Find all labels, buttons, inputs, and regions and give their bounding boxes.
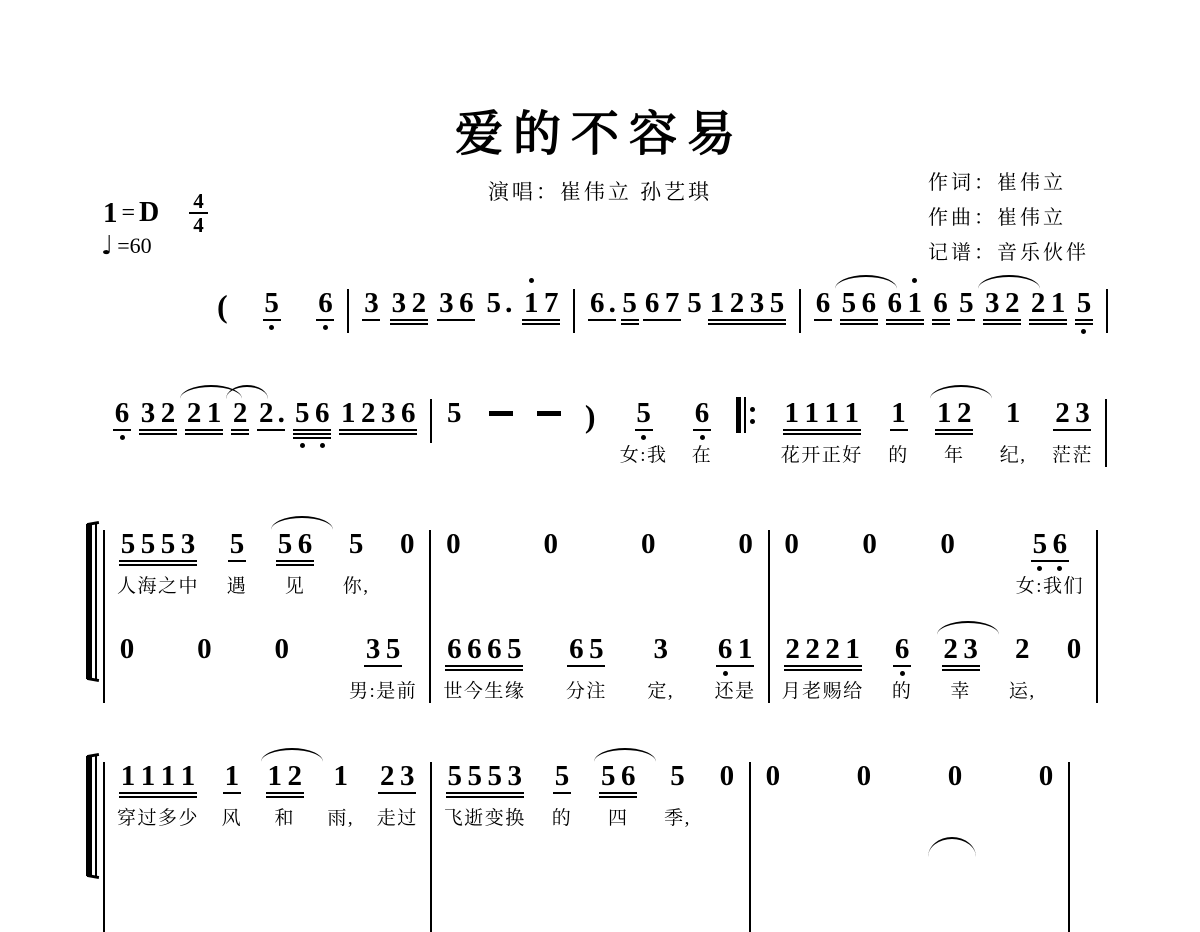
measure	[724, 399, 1107, 467]
performer-credit: 演唱：崔伟立 孙艺琪	[487, 180, 713, 204]
upper-voice-row	[105, 762, 430, 867]
lyric-text: 的	[891, 681, 913, 702]
note-group: 0	[947, 760, 963, 792]
octave-dot-row	[1074, 329, 1094, 334]
upper-voice-row	[432, 762, 749, 867]
key-equals: =	[121, 199, 136, 226]
measure	[205, 289, 349, 333]
lyric-text: 的	[888, 445, 909, 466]
measure	[349, 289, 575, 333]
measure	[770, 530, 1098, 703]
note-group: 0	[543, 528, 559, 560]
note-group: 0	[274, 633, 289, 665]
octave-dot-row	[112, 435, 132, 440]
note-group: 0	[862, 528, 877, 560]
system-intro-line-1	[205, 289, 1108, 333]
lyric-text: 你,	[342, 576, 370, 597]
lyric-text: 四	[607, 808, 629, 829]
note-group: 5	[959, 287, 974, 319]
note-group: 3 定,	[647, 633, 675, 702]
lyric-text: 和	[274, 808, 295, 829]
measure	[100, 399, 432, 443]
note-group: 0	[940, 528, 955, 560]
note-group: 5 遇	[226, 528, 248, 597]
note-group: 6	[112, 399, 132, 427]
composer-credit: 作曲：崔伟立	[928, 207, 1066, 229]
held-note-dash	[537, 399, 561, 416]
voice-row	[205, 289, 347, 331]
lyric-text: 风	[221, 808, 243, 829]
note-group: 6	[815, 287, 831, 319]
voice-row	[801, 289, 1106, 331]
upper-voice-row	[751, 762, 1068, 867]
note-group: 5 6 女:我们	[1015, 528, 1084, 597]
note-group: 3	[364, 287, 379, 319]
note-group: 1 雨,	[327, 760, 355, 829]
octave-dot-row	[1030, 566, 1070, 571]
note-group: 0	[719, 760, 735, 792]
note-group: 5 5 5 3 人海之中	[117, 528, 200, 597]
octave-dot-row	[892, 671, 912, 676]
measure	[801, 289, 1108, 333]
lyric-text: 幸	[950, 681, 971, 702]
note-group: 2 1	[184, 399, 224, 427]
note-group: 0	[856, 760, 872, 792]
note-group: 1 1 1 1 花开正好	[780, 397, 863, 466]
note-group: 6 1 还是	[714, 633, 756, 702]
slur-arc	[271, 516, 333, 530]
note-group: 2 .	[258, 397, 285, 429]
repeat-begin-sign	[736, 399, 755, 433]
note-group: 6	[931, 289, 951, 317]
system-start-barline	[95, 524, 97, 679]
note-group: 0	[738, 528, 753, 560]
page-title: 爱的不容易	[454, 108, 745, 161]
system-line-2	[100, 399, 1107, 467]
measure	[431, 530, 769, 703]
note-group: 1 1 1 1 穿过多少	[117, 760, 200, 829]
upper-voice-row	[770, 530, 1096, 635]
note-group: 6 的	[891, 633, 913, 702]
measure	[103, 530, 431, 703]
transcriber-credit: 记谱：音乐伙伴	[928, 242, 1089, 264]
slur-arc	[930, 385, 992, 399]
note-group: 5	[687, 287, 702, 319]
note-group: 5	[447, 397, 462, 429]
octave-dot-row	[262, 325, 282, 330]
measure	[103, 762, 432, 932]
note-group: 6 5 分注	[565, 633, 607, 702]
lower-voice-row	[105, 635, 429, 703]
note-group: 0	[640, 528, 656, 560]
voice-row	[100, 399, 430, 441]
octave-dot-row	[521, 278, 561, 283]
note-group: 6 6 6 5 世今生缘	[443, 633, 526, 702]
note-group: 5 .	[486, 287, 513, 319]
octave-dot-row	[885, 278, 925, 283]
time-signature-numerator: 4	[193, 189, 204, 213]
lyric-text: 走过	[376, 808, 418, 829]
measure	[575, 289, 801, 333]
quarter-note-icon: ♩	[101, 231, 114, 261]
lyric-text: 在	[691, 445, 713, 466]
note-group: 0	[119, 633, 135, 665]
lyric-text: 男:是前	[349, 681, 418, 702]
note-group: 5 你,	[342, 528, 370, 597]
parenthesis-symbol: )	[584, 398, 596, 434]
lyric-text: 遇	[226, 576, 248, 597]
lyricist-credit: 作词：崔伟立	[928, 172, 1066, 194]
note-group: 2 1	[1028, 289, 1068, 317]
note-group: 1 2 和	[265, 762, 305, 830]
note-group: 3 6	[439, 287, 474, 319]
note-group: 5 6	[839, 289, 879, 317]
voice-row	[432, 399, 724, 467]
system-duet-2	[103, 762, 1070, 932]
lyric-text: 茫茫	[1051, 445, 1093, 466]
note-group: 0	[784, 528, 799, 560]
lyric-text: 的	[551, 808, 573, 829]
note-group: 1 2 年	[934, 399, 974, 467]
note-group: 1 纪,	[999, 397, 1027, 466]
note-group: 2	[230, 399, 250, 427]
tempo-value: =60	[117, 233, 152, 258]
slur-arc	[261, 748, 323, 762]
note-group: 2 运,	[1008, 633, 1036, 702]
note-group: 6	[315, 289, 335, 317]
note-group: 0	[197, 633, 212, 665]
note-group: 3 2	[982, 289, 1022, 317]
lyric-text: 年	[943, 445, 965, 466]
note-group: 2 3 幸	[941, 635, 981, 703]
lyric-text: 飞逝变换	[443, 808, 526, 829]
lyric-text: 运,	[1008, 681, 1036, 702]
note-group: 5 的	[551, 760, 573, 829]
note-group: 0	[1038, 760, 1054, 792]
lower-voice-row	[770, 635, 1096, 703]
note-group: 1 2 3 6	[338, 399, 418, 427]
upper-voice-row	[105, 530, 429, 635]
lyric-text: 人海之中	[117, 576, 200, 597]
note-group: 6 在	[691, 397, 713, 466]
note-group: 0	[1066, 633, 1082, 665]
octave-dot-row	[715, 671, 755, 676]
note-group: 5	[262, 289, 282, 317]
note-group: 5	[1074, 289, 1094, 317]
lyric-text: 世今生缘	[443, 681, 526, 702]
lyric-text: 定,	[647, 681, 675, 702]
key-scale-degree: 1	[103, 196, 118, 229]
note-group: 2 2 2 1 月老赐给	[781, 633, 864, 702]
lyric-text: 季,	[664, 808, 691, 829]
system-start-barline	[95, 756, 97, 876]
note-group: 3 2	[389, 289, 429, 317]
note-group: 5 女:我	[619, 397, 668, 466]
note-group: 0	[446, 528, 461, 560]
lyric-text: 女:我	[619, 445, 668, 466]
note-group: 5 6 四	[598, 762, 638, 830]
note-group: 3 5 男:是前	[349, 633, 418, 702]
octave-dot-row	[315, 325, 335, 330]
note-group: 5 6	[292, 399, 332, 427]
note-group: 1 2 3 5	[707, 289, 787, 317]
lyric-text: 穿过多少	[117, 808, 200, 829]
measure	[432, 762, 751, 932]
upper-voice-row	[431, 530, 767, 635]
octave-dot-row	[692, 435, 712, 440]
system-duet-1	[103, 530, 1098, 703]
lower-voice-row	[432, 867, 749, 909]
voice-row	[575, 289, 799, 331]
note-group: 0	[765, 760, 781, 792]
measure	[751, 762, 1070, 932]
parenthesis-symbol: (	[217, 288, 228, 324]
key-tonic: D	[139, 197, 160, 228]
voice-row	[724, 399, 1105, 467]
note-group: 5 季,	[664, 760, 691, 829]
note-group: 5	[620, 289, 640, 317]
note-group: 3 2	[138, 399, 178, 427]
note-group: 0	[400, 528, 415, 560]
note-group: 6 .	[589, 287, 616, 319]
measure	[432, 399, 724, 467]
lower-voice-row	[105, 867, 430, 909]
octave-dot-row	[292, 443, 332, 448]
octave-dot-row	[634, 435, 654, 440]
slur-arc	[594, 748, 656, 762]
lyric-text: 花开正好	[780, 445, 863, 466]
lyric-text: 月老赐给	[781, 681, 864, 702]
note-group: 5 5 5 3 飞逝变换	[443, 760, 526, 829]
time-signature-denominator: 4	[189, 212, 208, 236]
system-bracket	[86, 524, 92, 679]
lyric-text: 还是	[714, 681, 756, 702]
note-group: 1 的	[888, 397, 909, 466]
lower-voice-row	[751, 867, 1068, 909]
lyric-text: 见	[284, 576, 306, 597]
lyric-text: 女:我们	[1015, 576, 1084, 597]
note-group: 2 3 走过	[376, 760, 418, 829]
note-group: 1 风	[221, 760, 243, 829]
note-group: 5 6 见	[275, 530, 315, 598]
note-group: 2 3 茫茫	[1051, 397, 1093, 466]
lyric-text: 纪,	[999, 445, 1027, 466]
voice-row	[349, 289, 573, 331]
note-group: 6 1	[885, 289, 925, 317]
lyric-text: 雨,	[327, 808, 355, 829]
note-group: 6 7	[644, 287, 680, 319]
system-bracket	[86, 756, 92, 876]
note-group: 1 7	[521, 289, 561, 317]
held-note-dash	[489, 399, 513, 416]
lower-voice-row	[431, 635, 767, 703]
lyric-text: 分注	[565, 681, 607, 702]
